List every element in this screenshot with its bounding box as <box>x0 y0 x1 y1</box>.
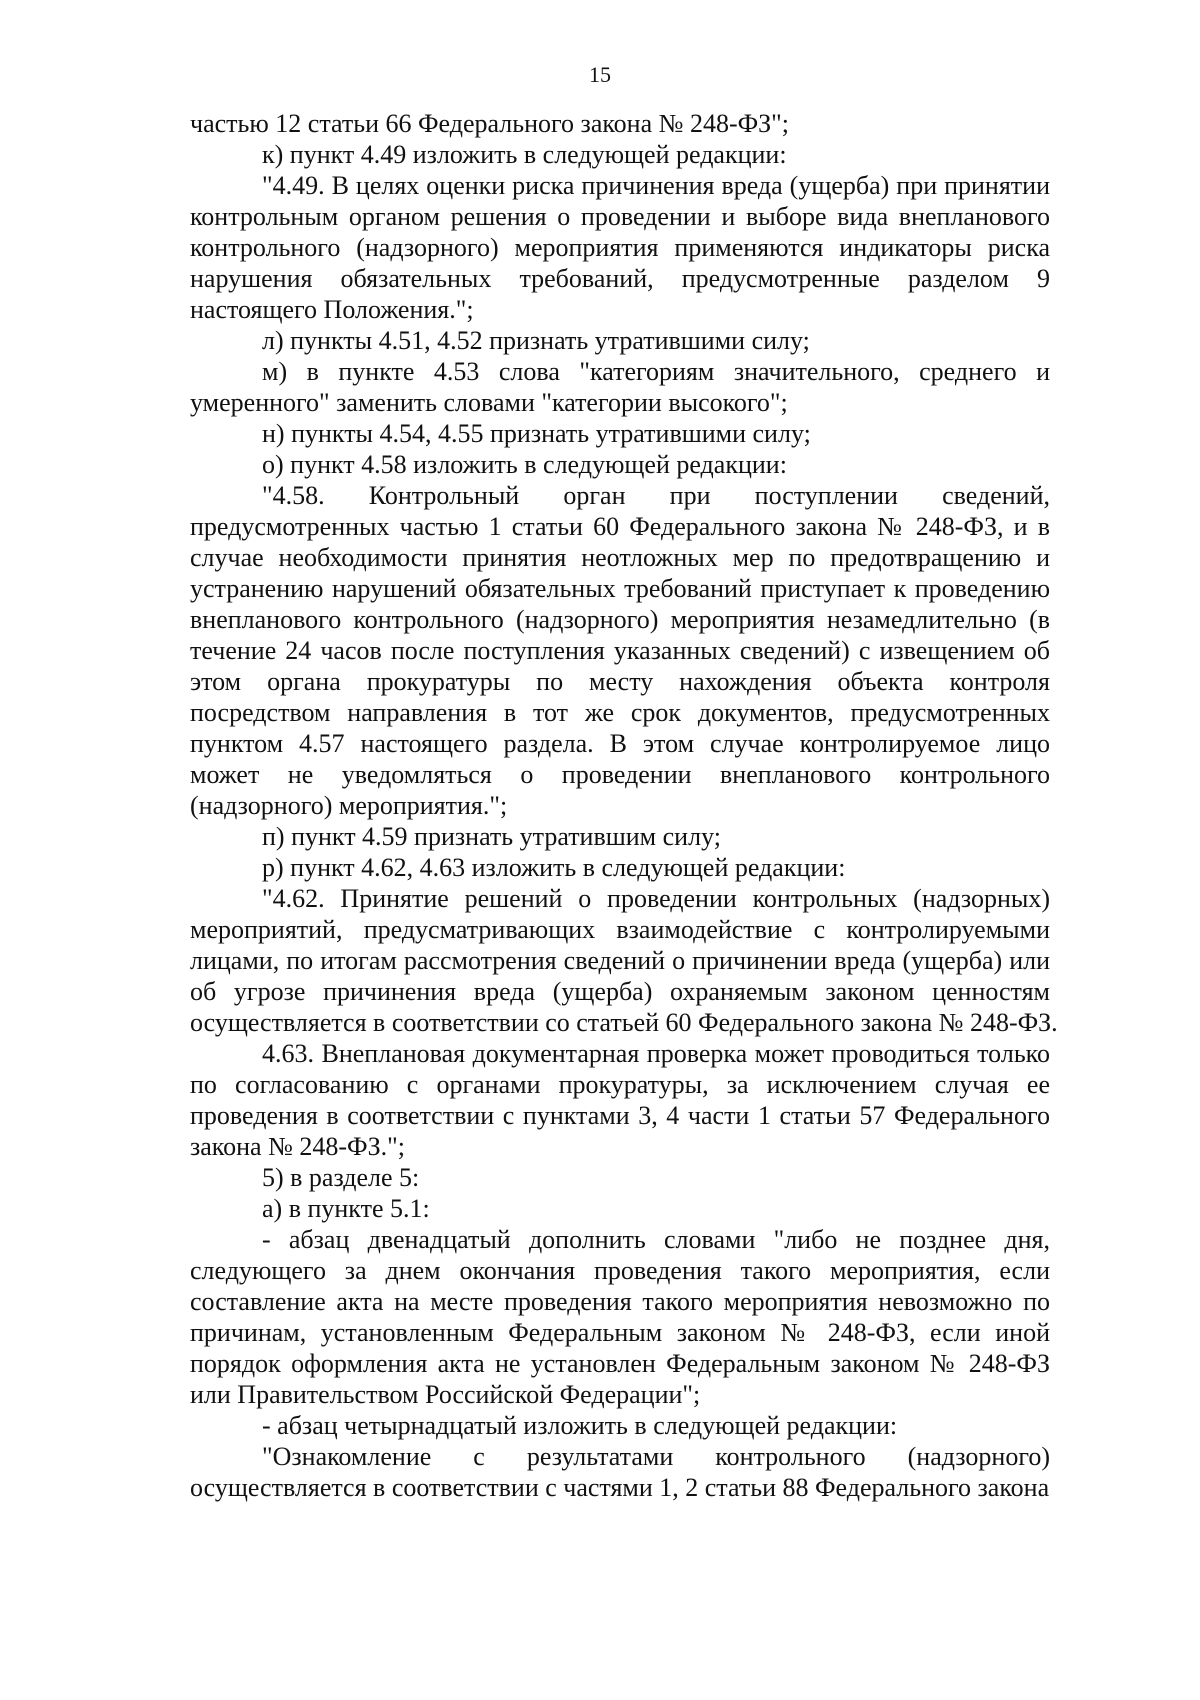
text-line: контрольного (надзорного) мероприятия применяются индикаторы риска <box>190 233 1050 262</box>
text-line: 5) в разделе 5: <box>262 1163 420 1192</box>
text-line: осуществляется в соответствии с частями 1, 2 статьи 88 Федерального закона <box>190 1473 1050 1502</box>
text-line: контрольным органом решения о проведении и выборе вида внепланового <box>190 202 1050 231</box>
text-line: закона № 248-ФЗ."; <box>190 1132 405 1161</box>
text-line: по согласованию с органами прокуратуры, за исключением случая ее <box>190 1070 1050 1099</box>
text-line: посредством направления в тот же срок документов, предусмотренных <box>190 698 1050 727</box>
text-line: составление акта на месте проведения такого мероприятия невозможно по <box>190 1287 1050 1316</box>
text-line: 4.63. Внеплановая документарная проверка может проводиться только <box>262 1039 1050 1068</box>
text-line: "4.58. Контрольный орган при поступлении сведений, <box>262 481 1050 510</box>
text-line: (надзорного) мероприятия."; <box>190 791 508 820</box>
text-line: устранению нарушений обязательных требований приступает к проведению <box>190 574 1050 603</box>
text-line: следующего за днем окончания проведения такого мероприятия, если <box>190 1256 1050 1285</box>
text-line: "4.62. Принятие решений о проведении контрольных (надзорных) <box>262 884 1050 913</box>
text-line: или Правительством Российской Федерации"; <box>190 1380 701 1409</box>
text-line: об угрозе причинения вреда (ущерба) охраняемым законом ценностям <box>190 977 1050 1006</box>
text-line: нарушения обязательных требований, предусмотренные разделом 9 <box>190 264 1050 293</box>
text-line: течение 24 часов после поступления указанных сведений) с извещением об <box>190 636 1050 665</box>
text-line: умеренного" заменить словами "категории высокого"; <box>190 388 788 417</box>
document-body-text <box>190 108 1058 1503</box>
text-line: предусмотренных частью 1 статьи 60 Федерального закона № 248-ФЗ, и в <box>190 512 1050 541</box>
text-line: настоящего Положения."; <box>190 295 474 324</box>
text-line: порядок оформления акта не установлен Федеральным законом № 248-ФЗ <box>190 1349 1050 1378</box>
text-line: л) пункты 4.51, 4.52 признать утратившими силу; <box>262 326 810 355</box>
text-line: а) в пункте 5.1: <box>262 1194 430 1223</box>
text-line: р) пункт 4.62, 4.63 изложить в следующей редакции: <box>262 853 846 882</box>
text-line: - абзац двенадцатый дополнить словами "либо не позднее дня, <box>262 1225 1050 1254</box>
text-line: к) пункт 4.49 изложить в следующей редакции: <box>262 140 787 169</box>
text-line: "Ознакомление с результатами контрольного (надзорного) <box>262 1442 1050 1471</box>
text-line: - абзац четырнадцатый изложить в следующей редакции: <box>262 1411 898 1440</box>
text-line: лицами, по итогам рассмотрения сведений о причинении вреда (ущерба) или <box>190 946 1050 975</box>
text-line: пунктом 4.57 настоящего раздела. В этом случае контролируемое лицо <box>190 729 1050 758</box>
text-line: "4.49. В целях оценки риска причинения вреда (ущерба) при принятии <box>262 171 1050 200</box>
text-line: о) пункт 4.58 изложить в следующей редакции: <box>262 450 787 479</box>
text-line: осуществляется в соответствии со статьей 60 Федерального закона № 248-ФЗ. <box>190 1008 1058 1037</box>
text-line: п) пункт 4.59 признать утратившим силу; <box>262 822 721 851</box>
text-line: этом органа прокуратуры по месту нахождения объекта контроля <box>190 667 1050 696</box>
page-number: 15 <box>589 62 611 87</box>
text-line: м) в пункте 4.53 слова "категориям значительного, среднего и <box>262 357 1050 386</box>
text-line: проведения в соответствии с пунктами 3, 4 части 1 статьи 57 Федерального <box>190 1101 1050 1130</box>
text-line: случае необходимости принятия неотложных мер по предотвращению и <box>190 543 1050 572</box>
text-line: н) пункты 4.54, 4.55 признать утратившими силу; <box>262 419 811 448</box>
text-line: причинам, установленным Федеральным законом № 248-ФЗ, если иной <box>190 1318 1050 1347</box>
text-line: может не уведомляться о проведении внепланового контрольного <box>190 760 1050 789</box>
text-line: мероприятий, предусматривающих взаимодействие с контролируемыми <box>190 915 1050 944</box>
text-line: частью 12 статьи 66 Федерального закона № 248-ФЗ"; <box>190 109 790 138</box>
text-line: внепланового контрольного (надзорного) мероприятия незамедлительно (в <box>190 605 1050 634</box>
